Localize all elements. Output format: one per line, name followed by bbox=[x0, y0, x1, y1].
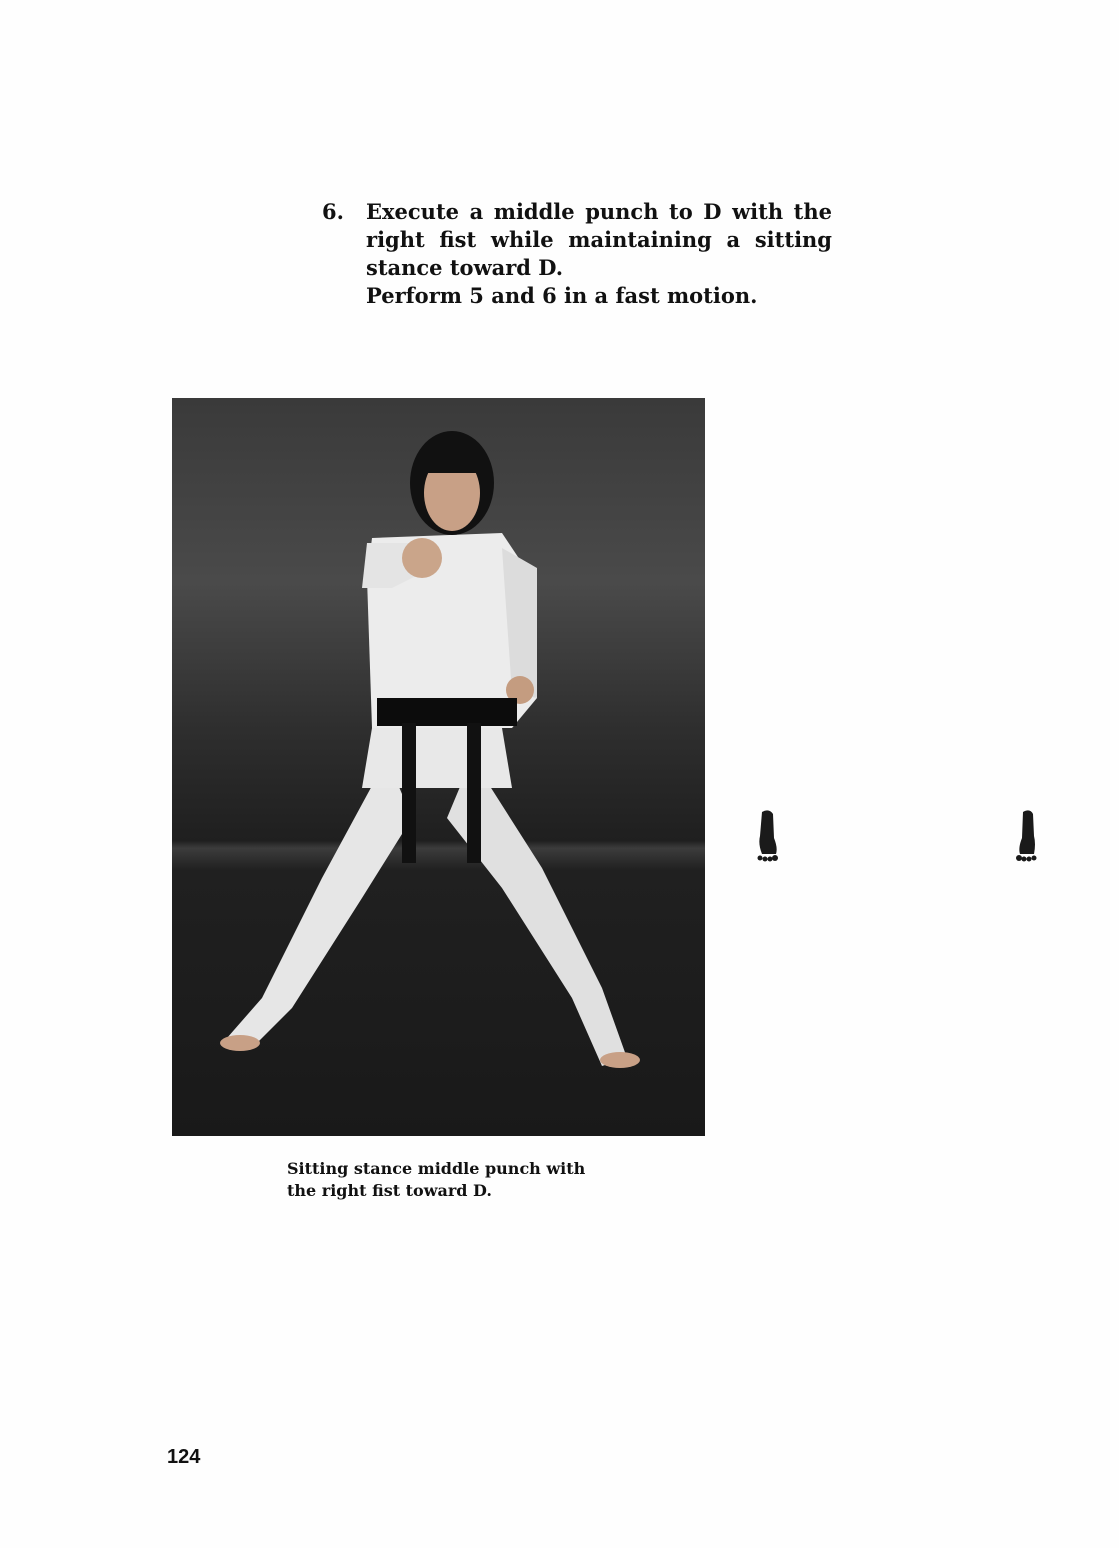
page-number: 124 bbox=[167, 1446, 201, 1468]
step-number: 6. bbox=[322, 199, 344, 224]
instruction-step bbox=[322, 198, 832, 310]
photo-caption: Sitting stance middle punch with the right fist toward D. bbox=[287, 1159, 586, 1200]
martial-arts-photo bbox=[172, 398, 705, 1136]
right-footprint-icon bbox=[1012, 808, 1042, 866]
step-note: Perform 5 and 6 in a fast motion. bbox=[366, 283, 758, 308]
step-text: Execute a middle punch to D with the right fist while maintaining a sitting stance toward D. bbox=[366, 199, 832, 280]
left-footprint-icon bbox=[754, 808, 784, 866]
